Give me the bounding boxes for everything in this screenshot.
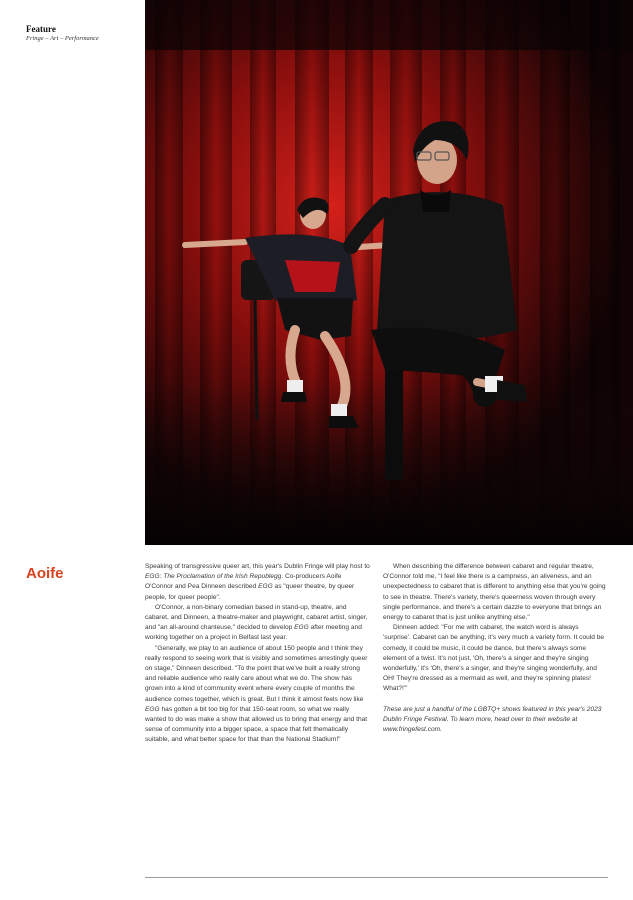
person-name: Aoife [26, 565, 64, 582]
article-column-2 [383, 562, 608, 735]
article-column-2-body [383, 562, 608, 695]
closing-note: These are just a handful of the LGBTQ+ shows featured in this year's 2023 Dublin Fringe Festival. To learn more, head over to their website at www.fringefest.com. [383, 705, 602, 734]
text-run: "Generally, we play to an audience of about 150 people and I think they really respond to seeing work that is visibly and sometimes arrestingly queer on stage," Dinneen described. "To the point that we've built a really strong and reliable audience who really care about what we do. The show has grown into a kind of community event where every couple of months the audience comes together, which is great. But I think it almost feels now like [145, 644, 368, 703]
page-header [26, 24, 99, 43]
footer-rule [145, 877, 608, 878]
text-run: after meeting and working together on a project in Belfast last year. [145, 624, 362, 642]
section-subtitle: Fringe – Art – Performance [26, 35, 99, 42]
article-paragraph [145, 562, 370, 603]
article-paragraph [383, 623, 608, 694]
feature-photo [145, 0, 633, 545]
italic-title: EGG [145, 705, 160, 713]
section-label: Feature [26, 24, 56, 34]
italic-title: EGG: The Proclamation of the Irish Republegg [145, 573, 282, 581]
photo-illustration [145, 0, 633, 545]
article-paragraph [383, 562, 608, 623]
text-run: . Co-producers Aoife O'Connor and Pea Dinneen described [145, 573, 342, 591]
text-run: When describing the difference between cabaret and regular theatre, O'Connor told me, "I feel like there is a campness, an aliveness, and an unexpectedness to cabaret that is different to anything else that you're going to see in theatre. There's variety, there's queerness woven through every single performance, and there's a certain dazzle to everyone that brings an energy to cabaret that is just unlike anything else." [383, 563, 606, 622]
article-paragraph [145, 644, 370, 746]
article-paragraph [145, 603, 370, 644]
article-column-1 [145, 562, 370, 746]
text-run: Speaking of transgressive queer art, this year's Dublin Fringe will play host to [145, 563, 370, 570]
sidebar-name [26, 565, 64, 582]
text-run: O'Connor, a non-binary comedian based in stand-up, theatre, and cabaret, and Dinneen, a theatre-maker and playwright, cabaret artist, singer, and "an all-around chanteuse," decided to develop [145, 603, 368, 632]
text-run: has gotten a bit too big for that 150-seat room, so what we really wanted to do was make a show that allowed us to bring that energy and that sense of community into a bigger space, a space that felt thematically suitable, and what better space for that than the National Stadium!" [145, 705, 368, 744]
text-run: Dinneen added: "For me with cabaret, the watch word is always 'surprise'. Cabaret can be anything, it's very much a variety form. It could be comedy, it could be music, it could be dance, but there's always some element of a twist. It's not just, 'Oh, there's a singer and they're singing wonderfully,' it's 'Oh, there's a singer, and they're singing wonderfully, and OH! They're dressed as a mermaid as well, and they're spinning plates! What?!'" [383, 624, 605, 693]
italic-title: EGG [294, 624, 309, 632]
text-run: as "queer theatre, by queer people, for queer people". [145, 583, 355, 601]
italic-title: EGG [258, 583, 273, 591]
